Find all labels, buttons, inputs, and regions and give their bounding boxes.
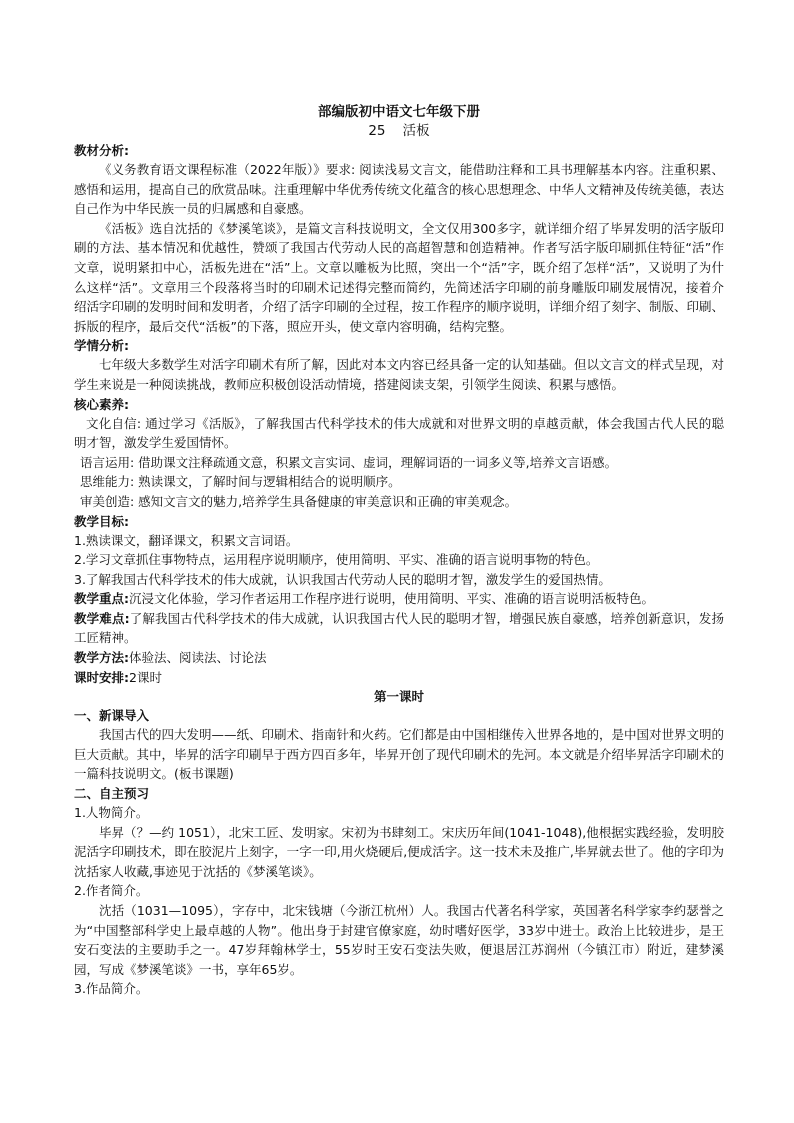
document-title: 部编版初中语文七年级下册 bbox=[318, 104, 480, 120]
core-literacy-heading: 核心素养: bbox=[74, 396, 129, 412]
document-page bbox=[74, 103, 724, 999]
lesson-title bbox=[74, 122, 724, 141]
student-analysis-paragraph: 七年级大多数学生对活字印刷术有所了解，因此对本文内容已经具备一定的认知基础。但以文言文的样式呈现，对学生来说是一种阅读挑战，教师应积极创设活动情境，搭建阅读支架，引领学生阅读、积累与感悟。 bbox=[74, 357, 725, 392]
textbook-analysis-paragraph: 《活板》选自沈括的《梦溪笔谈》，是篇文言科技说明文，全文仅用300多字，就详细介绍了毕昇发明的活字版印刷的方法、基本情况和优越性，赞颂了我国古代劳动人民的高超智慧和创造精神。作者写活字版印刷抓住特征“活”作文章，说明紧扣中心，活板先进在“活”上。文章以雕板为比照，突出一个“活”字，既介绍了怎样“活”，又说明了为什么这样“活”。文章用三个段落将当时的印刷术记述得完整而简约，先简述活字印刷的前身雕版印刷发展情况，接着介绍活字印刷的发明时间和发明者，介绍了活字印刷的全过程，按工作程序的顺序说明，详细介绍了刻字、制版、印刷、拆版的程序，最后交代“活板”的下落，照应开头，使文章内容明确，结构完整。 bbox=[74, 220, 725, 334]
key-points-text: 沉浸文化体验，学习作者运用工作程序进行说明，使用简明、平实、准确的语言说明活板特色。 bbox=[129, 591, 655, 607]
key-points-label: 教学重点: bbox=[74, 591, 129, 607]
difficulties-text: 了解我国古代科学技术的伟大成就，认识我国古代人民的聪明才智，增强民族自豪感，培养创新意识，发扬工匠精神。 bbox=[74, 610, 724, 646]
schedule-label: 课时安排: bbox=[74, 669, 129, 685]
first-lesson-heading: 第一课时 bbox=[373, 689, 424, 705]
textbook-analysis-paragraph: 《义务教育语文课程标准（2022年版）》要求: 阅读浅易文言文，能借助注释和工具书理解基本内容。注重积累、感悟和运用，提高自己的欣赏品味。注重理解中华优秀传统文化蕴含的核心思想理念、中华人文精神及传统美德，表达自己作为中华民族一员的归属感和自豪感。 bbox=[74, 162, 725, 217]
preview-item-heading: 2.作者简介。 bbox=[74, 883, 149, 899]
methods bbox=[74, 648, 724, 668]
goal-item: 1.熟读课文，翻译课文，积累文言词语。 bbox=[74, 532, 299, 548]
preview-item-heading: 1.人物简介。 bbox=[74, 805, 149, 821]
methods-label: 教学方法: bbox=[74, 650, 129, 666]
core-literacy-item: 语言运用: 借助课文注释疏通文意，积累文言实词、虚词，理解词语的一词多义等,培养文言语感。 bbox=[80, 454, 618, 470]
schedule-text: 2课时 bbox=[129, 669, 162, 685]
core-literacy-item: 审美创造: 感知文言文的魅力,培养学生具备健康的审美意识和正确的审美观念。 bbox=[80, 493, 518, 509]
textbook-analysis-heading: 教材分析: bbox=[74, 143, 129, 158]
methods-text: 体验法、阅读法、讨论法 bbox=[129, 650, 267, 666]
intro-paragraph: 我国古代的四大发明——纸、印刷术、指南针和火药。它们都是由中国相继传入世界各地的，是中国对世界文明的巨大贡献。其中，毕昇的活字印刷早于西方四百多年，毕昇开创了现代印刷术的先河。本文就是介绍毕昇活字印刷术的一篇科技说明文。(板书课题) bbox=[74, 727, 725, 782]
lesson-name: 活板 bbox=[402, 123, 430, 139]
student-analysis-heading: 学情分析: bbox=[74, 338, 129, 354]
schedule bbox=[74, 668, 724, 688]
goal-item: 3.了解我国古代科学技术的伟大成就，认识我国古代劳动人民的聪明才智，激发学生的爱国热情。 bbox=[74, 571, 611, 587]
core-literacy-item: 文化自信: 通过学习《活版》，了解我国古代科学技术的伟大成就和对世界文明的卓越贡献，体会我国古代人民的聪明才智，激发学生爱国情怀。 bbox=[74, 415, 724, 451]
difficulties-label: 教学难点: bbox=[74, 610, 130, 626]
goals-heading: 教学目标: bbox=[74, 513, 129, 529]
key-points bbox=[74, 589, 724, 609]
difficulties bbox=[74, 609, 724, 648]
core-literacy-item: 思维能力: 熟读课文，了解时间与逻辑相结合的说明顺序。 bbox=[80, 474, 401, 490]
intro-heading: 一、新课导入 bbox=[74, 708, 150, 724]
preview-item-heading: 3.作品简介。 bbox=[74, 981, 149, 997]
goal-item: 2.学习文章抓住事物特点，运用程序说明顺序，使用简明、平实、准确的语言说明事物的特色。 bbox=[74, 552, 599, 568]
preview-heading: 二、自主预习 bbox=[74, 786, 150, 802]
lesson-number: 25 bbox=[368, 123, 386, 139]
preview-item-text: 毕昇（？—约 1051），北宋工匠、发明家。宋初为书肆刻工。宋庆历年间(1041-1048),他根据实践经验，发明胶泥活字印刷技术，即在胶泥片上刻字，一字一印,用火烧硬后,便成活字。这一技术未及推广,毕昇就去世了。他的字印为沈括家人收藏,事迹见于沈括的《梦溪笔谈》。 bbox=[74, 824, 724, 879]
preview-item-text: 沈括（1031—1095），字存中，北宋钱塘（今浙江杭州）人。我国古代著名科学家，英国著名科学家李约瑟誉之为“中国整部科学史上最卓越的人物”。他出身于封建官僚家庭，幼时嗜好医学，33岁中进士。政治上比较进步，是王安石变法的主要助手之一。47岁拜翰林学士，55岁时王安石变法失败，便退居江苏润州（今镇江市）附近，建梦溪园，写成《梦溪笔谈》一书，享年65岁。 bbox=[74, 903, 724, 977]
